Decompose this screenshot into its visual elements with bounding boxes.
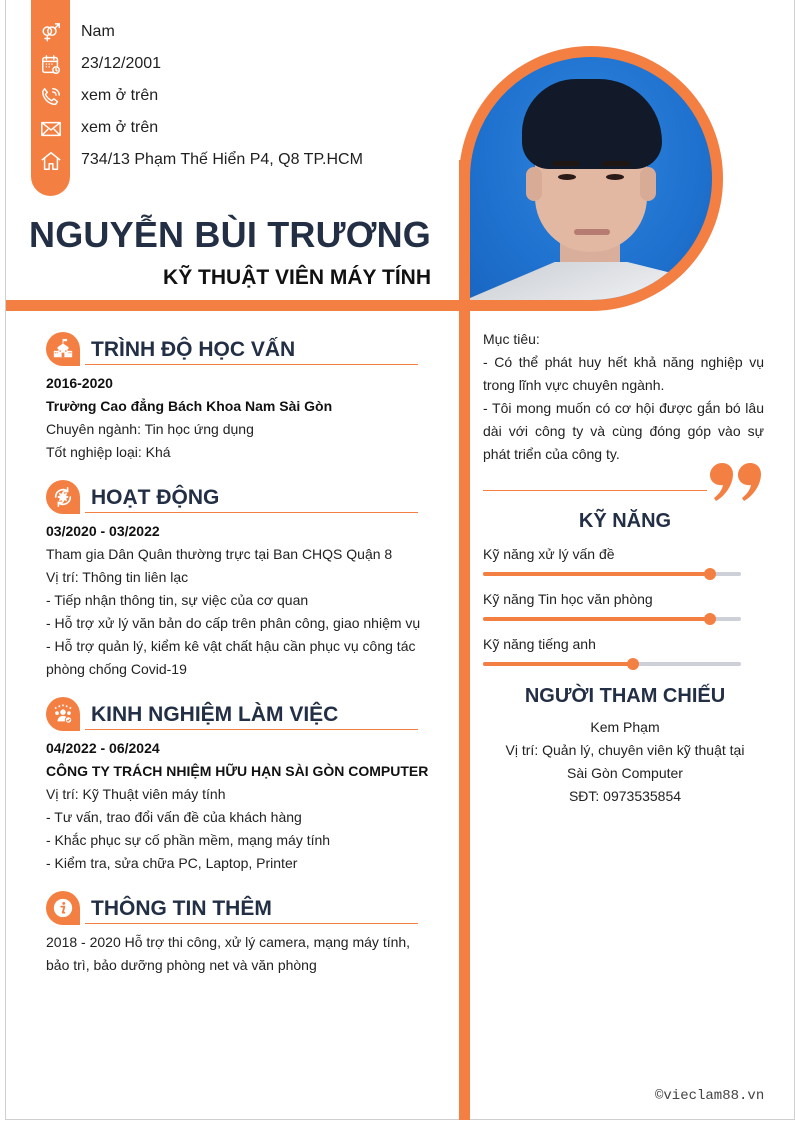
section-title: TRÌNH ĐỘ HỌC VẤN [91, 338, 296, 361]
additional-line: bảo trì, bảo dưỡng phòng net và văn phòng [46, 957, 317, 973]
skill-knob [704, 568, 716, 580]
contact-list [38, 17, 363, 177]
objective-label: Mục tiêu: [483, 331, 540, 347]
reference-name: Kem Phạm [590, 719, 660, 735]
reference-company: Sài Gòn Computer [567, 765, 683, 781]
section-title: THÔNG TIN THÊM [91, 897, 272, 920]
activity-period: 03/2020 - 03/2022 [46, 523, 160, 539]
activity-line: - Hỗ trợ xử lý văn bản do cấp trên phân công, giao nhiệm vụ [46, 615, 421, 631]
experience-company: CÔNG TY TRÁCH NHIỆM HỮU HẠN SÀI GÒN COMPUTER [46, 763, 429, 779]
job-title: KỸ THUẬT VIÊN MÁY TÍNH [163, 266, 431, 289]
skill-fill [483, 662, 633, 666]
contact-phone-value: xem ở trên [81, 87, 159, 104]
skill-bar [483, 617, 741, 621]
contact-address-value: 734/13 Phạm Thế Hiển P4, Q8 TP.HCM [81, 151, 363, 168]
activity-line: Tham gia Dân Quân thường trực tại Ban CHQS Quận 8 [46, 546, 393, 562]
contact-birthday [38, 49, 162, 81]
skill-label: Kỹ năng xử lý vấn đề [483, 546, 615, 562]
school-icon [46, 332, 80, 366]
skill-label: Kỹ năng Tin học văn phòng [483, 591, 653, 607]
calendar-icon [38, 52, 64, 78]
section-experience [46, 697, 429, 875]
quote-icon [710, 432, 762, 516]
avatar [470, 57, 712, 300]
phone-icon [38, 84, 64, 110]
gender-icon [38, 20, 64, 46]
skill-item [483, 545, 741, 576]
activity-line: - Hỗ trợ quản lý, kiểm kê vật chất hậu cần phục vụ công tác [46, 638, 416, 654]
objective-paragraph: - Có thể phát huy hết khả năng nghiệp vụ trong lĩnh vực chuyên ngành. [483, 354, 764, 393]
education-period: 2016-2020 [46, 375, 113, 391]
skill-knob [704, 613, 716, 625]
experience-line: - Kiểm tra, sửa chữa PC, Laptop, Printer [46, 855, 298, 871]
activity-cycle-icon [46, 480, 80, 514]
info-icon [46, 891, 80, 925]
skill-bar [483, 572, 741, 576]
reference-position: Vị trí: Quản lý, chuyên viên kỹ thuật tại [505, 742, 745, 758]
activity-line: Vị trí: Thông tin liên lạc [46, 569, 189, 585]
section-education [46, 332, 418, 464]
contact-gender-value: Nam [81, 23, 115, 40]
contact-birthday-value: 23/12/2001 [81, 55, 162, 72]
quote-rule [483, 490, 707, 491]
skill-item [483, 635, 741, 666]
objective-paragraph: - Tôi mong muốn có cơ hội được gắn bó lâu dài với công ty và cùng đóng góp vào sự phát triển của công ty. [483, 400, 764, 462]
experience-period: 04/2022 - 06/2024 [46, 740, 160, 756]
contact-gender [38, 17, 115, 49]
experience-line: - Khắc phục sự cố phần mềm, mạng máy tính [46, 832, 331, 848]
experience-line: Vị trí: Kỹ Thuật viên máy tính [46, 786, 226, 802]
activity-line: - Tiếp nhận thông tin, sự việc của cơ quan [46, 592, 309, 608]
watermark: ©vieclam88.vn [655, 1088, 765, 1104]
education-major: Chuyên ngành: Tin học ứng dụng [46, 421, 254, 437]
skills-title: KỸ NĂNG [578, 510, 672, 532]
skill-item [483, 590, 741, 621]
avatar-frame [459, 46, 723, 311]
section-title: HOẠT ĐỘNG [91, 486, 220, 509]
contact-address [38, 145, 363, 177]
activity-line: phòng chống Covid-19 [46, 661, 187, 677]
skill-label: Kỹ năng tiếng anh [483, 636, 596, 652]
contact-email [38, 113, 159, 145]
section-activities [46, 480, 421, 681]
skill-fill [483, 617, 710, 621]
skill-bar [483, 662, 741, 666]
contact-email-value: xem ở trên [81, 119, 159, 136]
section-additional [46, 891, 418, 977]
skill-fill [483, 572, 710, 576]
contact-phone [38, 81, 159, 113]
reference-phone: SĐT: 0973535854 [568, 788, 682, 804]
section-rule [85, 364, 418, 365]
section-rule [85, 512, 418, 513]
horizontal-divider [6, 300, 466, 311]
reference [470, 716, 780, 808]
section-rule [85, 729, 418, 730]
mail-icon [38, 116, 64, 142]
section-rule [85, 923, 418, 924]
additional-line: 2018 - 2020 Hỗ trợ thi công, xử lý camera, mạng máy tính, [46, 934, 411, 950]
reference-title: NGƯỜI THAM CHIẾU [524, 685, 726, 707]
experience-line: - Tư vấn, trao đổi vấn đề của khách hàng [46, 809, 302, 825]
section-title: KINH NGHIỆM LÀM VIỆC [91, 703, 339, 726]
education-school: Trường Cao đẳng Bách Khoa Nam Sài Gòn [46, 398, 333, 414]
home-icon [38, 148, 64, 174]
candidate-name: NGUYỄN BÙI TRƯƠNG [29, 214, 431, 255]
skill-knob [627, 658, 639, 670]
team-rating-icon [46, 697, 80, 731]
education-grade: Tốt nghiệp loại: Khá [46, 444, 171, 460]
